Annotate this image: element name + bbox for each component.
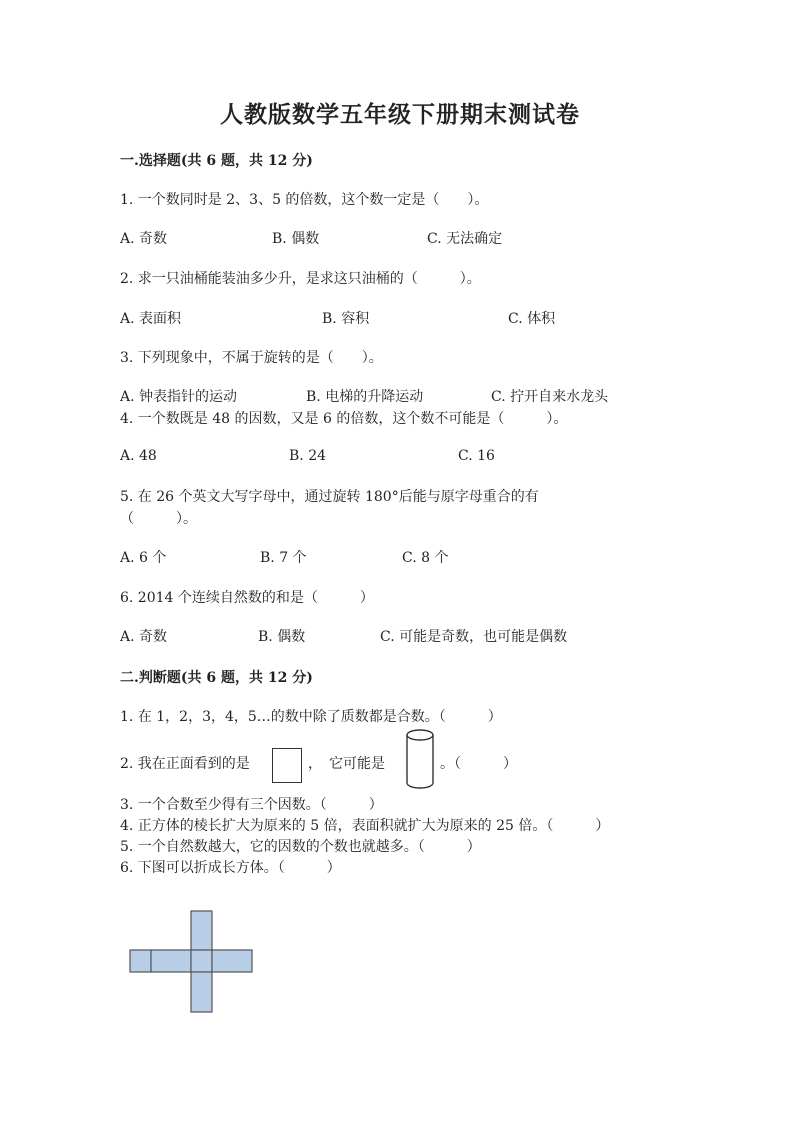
page-title: 人教版数学五年级下册期末测试卷: [220, 101, 580, 128]
q2-option-b: B. 容积: [322, 311, 370, 327]
q1-option-c: C. 无法确定: [427, 231, 503, 247]
judge-question-2-part1: 2. 我在正面看到的是: [120, 756, 250, 772]
judge-question-2-part2: ， 它可能是: [308, 756, 385, 772]
square-front-view-figure: [272, 748, 302, 783]
judge-question-5: 5. 一个自然数越大，它的因数的个数也就越多。（ ）: [120, 839, 481, 855]
q6-option-b: B. 偶数: [258, 629, 306, 645]
question-5-continued: （ ）。: [120, 511, 197, 527]
q5-option-c: C. 8 个: [402, 550, 449, 566]
q6-option-a: A. 奇数: [120, 629, 168, 645]
q3-option-c: C. 拧开自来水龙头: [491, 389, 609, 405]
question-3: 3. 下列现象中，不属于旋转的是（ ）。: [120, 350, 383, 366]
section-heading-choice: 一.选择题(共 6 题，共 12 分): [120, 153, 313, 169]
q3-option-b: B. 电梯的升降运动: [306, 389, 424, 405]
q1-option-a: A. 奇数: [120, 231, 168, 247]
q5-option-a: A. 6 个: [120, 550, 167, 566]
question-6: 6. 2014 个连续自然数的和是（ ）: [120, 590, 374, 606]
q5-option-b: B. 7 个: [260, 550, 307, 566]
q4-option-a: A. 48: [120, 448, 157, 464]
cylinder-figure: [404, 727, 436, 791]
q3-option-a: A. 钟表指针的运动: [120, 389, 238, 405]
question-2: 2. 求一只油桶能装油多少升，是求这只油桶的（ ）。: [120, 271, 481, 287]
q4-option-c: C. 16: [458, 448, 495, 464]
q6-option-c: C. 可能是奇数，也可能是偶数: [380, 629, 568, 645]
q4-option-b: B. 24: [289, 448, 327, 464]
judge-question-6: 6. 下图可以折成长方体。（ ）: [120, 860, 341, 876]
q1-option-b: B. 偶数: [272, 231, 320, 247]
judge-question-2-part3: 。（ ）: [440, 756, 517, 772]
section-heading-judge: 二.判断题(共 6 题，共 12 分): [120, 670, 313, 686]
cuboid-net-figure: [128, 909, 256, 1015]
q2-option-c: C. 体积: [508, 311, 556, 327]
question-4: 4. 一个数既是 48 的因数，又是 6 的倍数，这个数不可能是（ ）。: [120, 411, 568, 427]
judge-question-4: 4. 正方体的棱长扩大为原来的 5 倍，表面积就扩大为原来的 25 倍。（ ）: [120, 818, 610, 834]
question-5: 5. 在 26 个英文大写字母中，通过旋转 180°后能与原字母重合的有: [120, 489, 539, 505]
judge-question-1: 1. 在 1，2，3，4，5…的数中除了质数都是合数。（ ）: [120, 709, 502, 725]
question-1: 1. 一个数同时是 2、3、5 的倍数，这个数一定是（ ）。: [120, 192, 489, 208]
q2-option-a: A. 表面积: [120, 311, 182, 327]
judge-question-3: 3. 一个合数至少得有三个因数。（ ）: [120, 797, 383, 813]
